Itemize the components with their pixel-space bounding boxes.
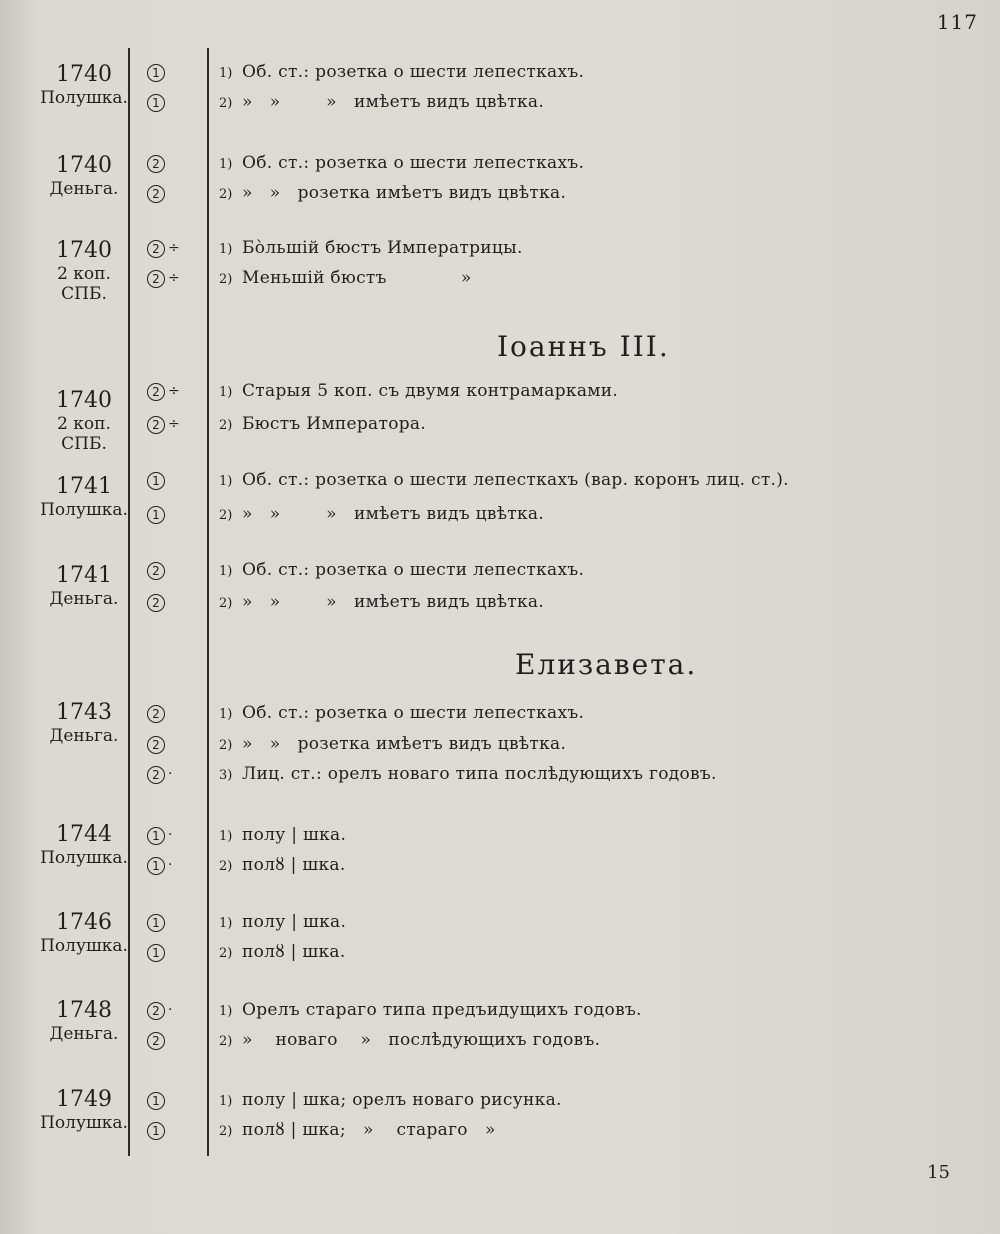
variant-line <box>0 560 900 590</box>
variant-description: Об. ст.: розетка о шести лепесткахъ (вар. коронъ лиц. ст.). <box>242 470 789 490</box>
signature-mark: 15 <box>927 1162 950 1183</box>
circled-number-icon: 2 <box>147 562 165 580</box>
circled-number-icon: 2 <box>147 185 165 203</box>
variant-description: Об. ст.: розетка о шести лепесткахъ. <box>242 703 585 723</box>
variant-number: 1) <box>219 157 233 172</box>
entry-year: 1748 <box>56 998 112 1023</box>
variant-number: 1) <box>219 66 233 81</box>
variant-description: » » розетка имѣетъ видъ цвѣтка. <box>242 183 567 203</box>
rarity-mark <box>147 1032 165 1050</box>
variant-line <box>0 153 900 183</box>
circled-number-icon: 2 <box>147 705 165 723</box>
variant-line <box>0 381 900 411</box>
rarity-mark <box>147 1092 165 1110</box>
entry-year: 1740 <box>56 388 112 413</box>
circled-number-icon: 1 <box>147 64 165 82</box>
circled-number-icon: 2 <box>147 736 165 754</box>
entry-year: 1743 <box>56 700 112 725</box>
circled-number-icon: 2 <box>147 240 165 258</box>
rarity-suffix: · <box>168 857 173 873</box>
rarity-mark <box>147 240 180 258</box>
entry-denomination: Полушка. <box>40 936 128 956</box>
variant-description: полȣ | шка; » стараго » <box>242 1120 496 1140</box>
variant-description: полу | шка; орелъ новаго рисунка. <box>242 1090 562 1110</box>
circled-number-icon: 2 <box>147 766 165 784</box>
rarity-mark <box>147 914 165 932</box>
variant-description: Орелъ стараго типа предъидущихъ годовъ. <box>242 1000 642 1020</box>
variant-number: 1) <box>219 1004 233 1019</box>
variant-description: Меньшій бюстъ » <box>242 268 472 288</box>
variant-number: 2) <box>219 596 233 611</box>
rarity-suffix: · <box>168 766 173 782</box>
entry-year: 1740 <box>56 238 112 263</box>
rarity-mark <box>147 1122 165 1140</box>
variant-description: полу | шка. <box>242 912 347 932</box>
rarity-mark <box>147 94 165 112</box>
circled-number-icon: 2 <box>147 416 165 434</box>
variant-description: Лиц. ст.: орелъ новаго типа послѣдующихъ годовъ. <box>242 764 717 784</box>
circled-number-icon: 2 <box>147 383 165 401</box>
rarity-suffix: · <box>168 827 173 843</box>
variant-line <box>0 942 900 972</box>
variant-number: 1) <box>219 385 233 400</box>
variant-number: 2) <box>219 738 233 753</box>
rarity-mark <box>147 705 165 723</box>
variant-number: 1) <box>219 916 233 931</box>
variant-number: 2) <box>219 187 233 202</box>
rarity-mark <box>147 857 172 875</box>
rarity-mark <box>147 506 165 524</box>
variant-number: 2) <box>219 1124 233 1139</box>
variant-description: Об. ст.: розетка о шести лепесткахъ. <box>242 560 585 580</box>
circled-number-icon: 1 <box>147 944 165 962</box>
circled-number-icon: 1 <box>147 1092 165 1110</box>
variant-number: 2) <box>219 1034 233 1049</box>
entry-denomination: Полушка. <box>40 848 128 868</box>
variant-description: полȣ | шка. <box>242 942 346 962</box>
rarity-mark <box>147 416 180 434</box>
heading-ioann: Іоаннъ III. <box>497 330 670 363</box>
circled-number-icon: 1 <box>147 472 165 490</box>
rarity-suffix: ÷ <box>168 270 180 286</box>
variant-number: 1) <box>219 564 233 579</box>
rarity-mark <box>147 383 180 401</box>
entry-year: 1740 <box>56 153 112 178</box>
circled-number-icon: 2 <box>147 155 165 173</box>
variant-description: полȣ | шка. <box>242 855 346 875</box>
entry-denomination: Деньга. <box>49 589 119 609</box>
entry-denomination: Полушка. <box>40 1113 128 1133</box>
variant-line <box>0 238 900 268</box>
variant-description: Старыя 5 коп. съ двумя контрамарками. <box>242 381 619 401</box>
variant-number: 1) <box>219 707 233 722</box>
variant-line <box>0 734 900 764</box>
variant-line <box>0 825 900 855</box>
circled-number-icon: 1 <box>147 1122 165 1140</box>
rarity-mark <box>147 1002 172 1020</box>
circled-number-icon: 1 <box>147 827 165 845</box>
rarity-mark <box>147 155 165 173</box>
variant-line <box>0 703 900 733</box>
entry-year: 1741 <box>56 474 112 499</box>
variant-line <box>0 92 900 122</box>
variant-line <box>0 1030 900 1060</box>
variant-line <box>0 183 900 213</box>
circled-number-icon: 1 <box>147 914 165 932</box>
variant-line <box>0 1090 900 1120</box>
variant-line <box>0 1120 900 1150</box>
variant-number: 2) <box>219 96 233 111</box>
rarity-mark <box>147 736 165 754</box>
rarity-mark <box>147 472 165 490</box>
variant-number: 2) <box>219 508 233 523</box>
entry-year: 1741 <box>56 563 112 588</box>
rarity-mark <box>147 594 165 612</box>
entry-denomination: Полушка. <box>40 88 128 108</box>
entry-year: 1749 <box>56 1087 112 1112</box>
rarity-suffix: · <box>168 1002 173 1018</box>
circled-number-icon: 2 <box>147 1002 165 1020</box>
circled-number-icon: 1 <box>147 506 165 524</box>
rarity-mark <box>147 562 165 580</box>
rarity-suffix: ÷ <box>168 383 180 399</box>
variant-line <box>0 855 900 885</box>
entry-denomination: Деньга. <box>49 726 119 746</box>
variant-description: » » розетка имѣетъ видъ цвѣтка. <box>242 734 567 754</box>
rarity-mark <box>147 270 180 288</box>
variant-number: 1) <box>219 1094 233 1109</box>
page-number: 117 <box>936 10 978 34</box>
variant-number: 1) <box>219 242 233 257</box>
variant-number: 2) <box>219 418 233 433</box>
variant-description: Об. ст.: розетка о шести лепесткахъ. <box>242 153 585 173</box>
entry-denomination: Деньга. <box>49 1024 119 1044</box>
rarity-suffix: ÷ <box>168 240 180 256</box>
entry-year: 1744 <box>56 822 112 847</box>
variant-description: Об. ст.: розетка о шести лепесткахъ. <box>242 62 585 82</box>
entry-denomination: Полушка. <box>40 500 128 520</box>
entry-denomination: СПБ. <box>61 284 107 304</box>
entry-denomination: СПБ. <box>61 434 107 454</box>
entry-denomination: 2 коп. <box>57 414 111 434</box>
variant-description: » » » имѣетъ видъ цвѣтка. <box>242 504 545 524</box>
entry-denomination: Деньга. <box>49 179 119 199</box>
entry-year: 1746 <box>56 910 112 935</box>
variant-line <box>0 912 900 942</box>
heading-elizaveta: Елизавета. <box>515 648 698 681</box>
circled-number-icon: 1 <box>147 857 165 875</box>
variant-description: полу | шка. <box>242 825 347 845</box>
variant-description: Бо̀льшій бюстъ Императрицы. <box>242 238 523 258</box>
rarity-mark <box>147 64 165 82</box>
variant-line <box>0 592 900 622</box>
variant-line <box>0 764 900 794</box>
variant-line <box>0 414 900 444</box>
variant-description: » » » имѣетъ видъ цвѣтка. <box>242 592 545 612</box>
rarity-mark <box>147 185 165 203</box>
entry-year: 1740 <box>56 62 112 87</box>
variant-number: 2) <box>219 859 233 874</box>
rarity-mark <box>147 944 165 962</box>
variant-description: » » » имѣетъ видъ цвѣтка. <box>242 92 545 112</box>
variant-line <box>0 62 900 92</box>
rarity-mark <box>147 766 172 784</box>
variant-number: 2) <box>219 946 233 961</box>
variant-number: 2) <box>219 272 233 287</box>
variant-line <box>0 1000 900 1030</box>
variant-line <box>0 504 900 534</box>
rarity-suffix: ÷ <box>168 416 180 432</box>
variant-description: Бюстъ Императора. <box>242 414 427 434</box>
variant-line <box>0 268 900 298</box>
circled-number-icon: 2 <box>147 270 165 288</box>
rarity-mark <box>147 827 172 845</box>
variant-number: 1) <box>219 829 233 844</box>
variant-description: » новаго » послѣдующихъ годовъ. <box>242 1030 601 1050</box>
variant-line <box>0 470 900 500</box>
variant-number: 1) <box>219 474 233 489</box>
circled-number-icon: 1 <box>147 94 165 112</box>
circled-number-icon: 2 <box>147 594 165 612</box>
entry-denomination: 2 коп. <box>57 264 111 284</box>
variant-number: 3) <box>219 768 233 783</box>
circled-number-icon: 2 <box>147 1032 165 1050</box>
